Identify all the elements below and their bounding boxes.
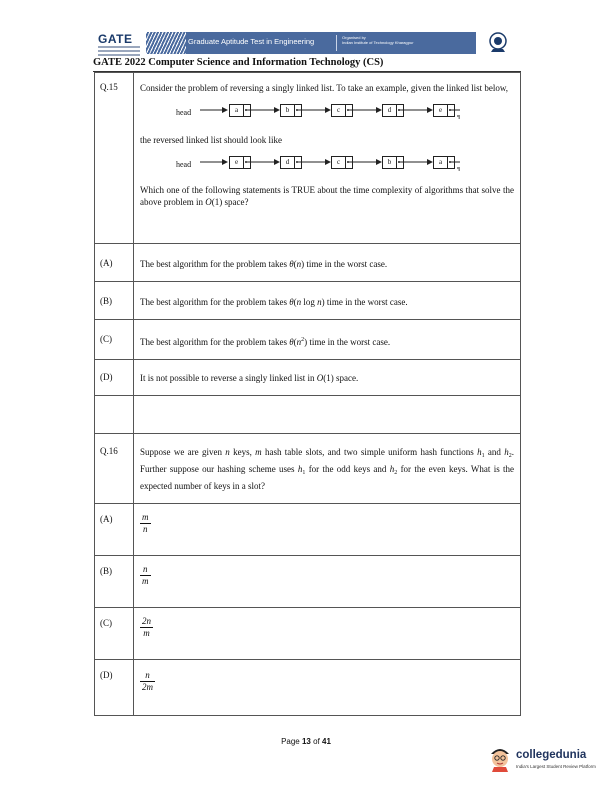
arrow-head xyxy=(222,159,228,165)
reversed-list-arrows xyxy=(140,154,460,180)
option-label: (D) xyxy=(95,360,134,395)
question-table xyxy=(94,72,521,716)
option-fraction xyxy=(140,512,151,535)
option-fraction xyxy=(140,616,153,639)
q16-number: Q.16 xyxy=(95,434,134,503)
page-of: of xyxy=(313,737,320,746)
option-fraction-cell xyxy=(134,556,520,607)
option-text: The best algorithm for the problem takes $\theta(n^2)$ time in the worst case. xyxy=(140,337,391,347)
option-text: The best algorithm for the problem takes θ(n log n) time in the worst case. xyxy=(140,297,408,307)
banner-title: Graduate Aptitude Test in Engineering xyxy=(188,37,315,46)
head-label: head xyxy=(176,160,192,169)
arrow-head xyxy=(274,107,280,113)
original-list-arrows xyxy=(140,102,460,128)
banner-divider xyxy=(336,35,337,51)
node-value: d xyxy=(281,157,295,168)
node-value: a xyxy=(230,105,244,116)
null-terminator xyxy=(451,162,460,172)
q16-option-c xyxy=(95,607,520,659)
arrow-head xyxy=(274,159,280,165)
option-text: The best algorithm for the problem takes θ(n) time in the worst case. xyxy=(140,259,388,269)
option-label: (D) xyxy=(95,660,134,715)
option-label: (B) xyxy=(95,556,134,607)
page-total: 41 xyxy=(322,737,331,746)
arrow-head xyxy=(376,159,382,165)
document-title: GATE 2022 Computer Science and Information Technology (CS) xyxy=(93,57,384,68)
denominator: m xyxy=(143,628,150,638)
head-label: head xyxy=(176,108,192,117)
arrow-head xyxy=(376,107,382,113)
denominator: m xyxy=(142,576,149,586)
option-label: (B) xyxy=(95,282,134,319)
node-value: d xyxy=(383,105,397,116)
q15-reversed-intro: the reversed linked list should look like xyxy=(140,135,282,145)
q16-row xyxy=(95,433,520,503)
iit-emblem-icon xyxy=(487,31,509,55)
option-text: It is not possible to reverse a singly linked list in O(1) space. xyxy=(140,373,359,383)
arrow-head xyxy=(325,107,331,113)
page-number: 13 xyxy=(301,737,311,746)
option-fraction xyxy=(140,670,155,693)
q16-option-b xyxy=(95,555,520,607)
q16-question: Suppose we are given n keys, m hash table slots, and two simple uniform hash functions $h_1$ and $h_2$. Further suppose our hashing scheme uses $h_1$ for the odd keys and $h_2$ for the even keys. What is the expected number of keys in a slot? xyxy=(140,447,514,491)
option-fraction-cell xyxy=(134,608,520,659)
empty-cell xyxy=(95,396,134,433)
q15-intro: Consider the problem of reversing a singly linked list. To take an example, given the linked list below, xyxy=(140,83,509,93)
numerator: n xyxy=(140,564,151,576)
option-label: (A) xyxy=(95,244,134,281)
brand-tagline: India's Largest Student Review Platform xyxy=(516,764,596,769)
header-banner xyxy=(146,32,476,54)
q15-row xyxy=(95,73,520,243)
node-value: c xyxy=(332,105,346,116)
empty-row xyxy=(95,395,520,433)
option-fraction-cell xyxy=(134,504,520,555)
q15-stem xyxy=(134,73,520,243)
arrow-head xyxy=(427,107,433,113)
original-linked-list-diagram xyxy=(140,102,514,130)
organiser-name: Indian Institute of Technology Kharagpur xyxy=(342,40,414,45)
node-value: a xyxy=(434,157,448,168)
organised-by-label: Organised by xyxy=(342,35,366,40)
option-label: (A) xyxy=(95,504,134,555)
q15-number: Q.15 xyxy=(95,73,134,243)
denominator: 2m xyxy=(142,682,153,692)
collegedunia-mascot-icon xyxy=(488,746,512,772)
numerator: m xyxy=(142,512,149,522)
empty-cell xyxy=(134,396,520,433)
node-value: c xyxy=(332,157,346,168)
denominator: n xyxy=(143,524,148,534)
node-value: e xyxy=(434,105,448,116)
banner-stripes xyxy=(146,32,186,54)
banner-organiser xyxy=(342,35,414,45)
q16-option-a xyxy=(95,503,520,555)
q15-option-c xyxy=(95,319,520,359)
page-label: Page xyxy=(281,737,300,746)
node-value: b xyxy=(383,157,397,168)
null-terminator xyxy=(451,110,460,120)
numerator: 2n xyxy=(142,616,151,626)
q15-question: Which one of the following statements is TRUE about the time complexity of algorithms that solve the above problem in O(1) space? xyxy=(140,185,514,207)
q15-option-a xyxy=(95,243,520,281)
option-label: (C) xyxy=(95,608,134,659)
reversed-linked-list-diagram xyxy=(140,154,514,182)
q16-option-d xyxy=(95,659,520,715)
brand-name: collegedunia xyxy=(516,749,587,761)
option-label: (C) xyxy=(95,320,134,359)
option-fraction xyxy=(140,564,151,587)
arrow-head xyxy=(427,159,433,165)
arrow-head xyxy=(222,107,228,113)
option-fraction-cell xyxy=(134,660,520,715)
gate-logo: GATE xyxy=(98,32,133,46)
page-footer xyxy=(0,737,612,746)
node-value: e xyxy=(230,157,244,168)
node-value: b xyxy=(281,105,295,116)
arrow-head xyxy=(325,159,331,165)
q15-option-d xyxy=(95,359,520,395)
numerator: n xyxy=(140,670,155,682)
q15-option-b xyxy=(95,281,520,319)
